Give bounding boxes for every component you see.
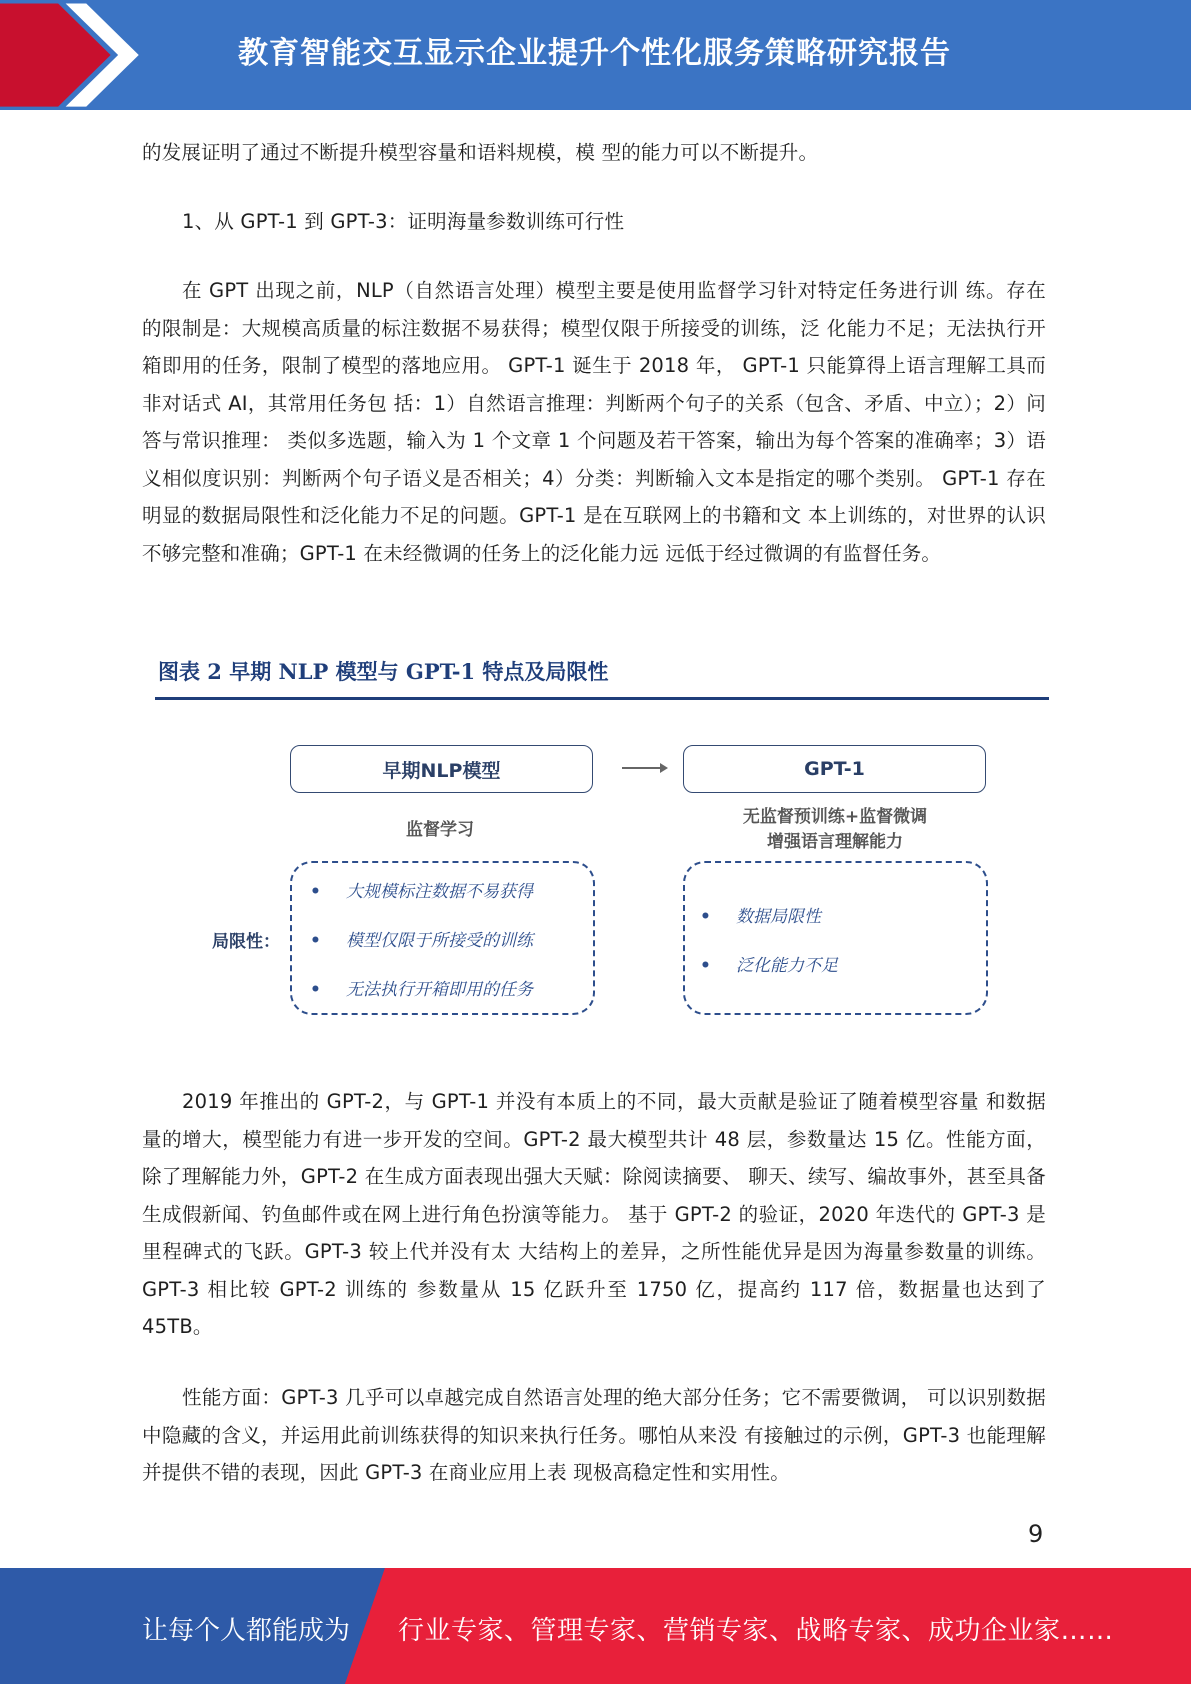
right-subtitle-1: 无监督预训练+监督微调 <box>742 807 928 827</box>
report-title: 教育智能交互显示企业提升个性化服务策略研究报告 <box>238 36 951 71</box>
right-arrow-icon <box>620 760 670 776</box>
figure-title-rule <box>155 697 1049 700</box>
section-heading: 1、从 GPT-1 到 GPT-3：证明海量参数训练可行性 <box>182 210 625 233</box>
left-bullet-2: • 模型仅限于所接受的训练 <box>310 931 533 951</box>
early-nlp-model-box: 早期NLP模型 <box>290 745 593 793</box>
footer-slogan-right: 行业专家、管理专家、营销专家、战略专家、成功企业家…… <box>398 1616 1114 1646</box>
right-limitations-box <box>683 861 988 1015</box>
page-header <box>0 0 1191 110</box>
page-number: 9 <box>1028 1520 1044 1548</box>
left-bullet-3: • 无法执行开箱即用的任务 <box>310 980 533 1000</box>
right-bullet-2: • 泛化能力不足 <box>700 956 838 976</box>
right-subtitle-2: 增强语言理解能力 <box>767 832 903 852</box>
page-footer <box>0 1568 1191 1684</box>
left-bullet-1: • 大规模标注数据不易获得 <box>310 882 533 902</box>
paragraph-gpt1: 在 GPT 出现之前，NLP（自然语言处理）模型主要是使用监督学习针对特定任务进行训 练。存在的限制是：大规模高质量的标注数据不易获得；模型仅限于所接受的训练，泛 化能力不足；无法执行开箱即用的任务，限制了模型的落地应用。 GPT-1 诞生于 2018 年， GPT-1 只能算得上语言理解工具而非对话式 AI，其常用任务包 括：1）自然语言推理：判断两个句子的关系（包含、矛盾、中立）；2）问答与常识推理： 类似多选题，输入为 1 个文章 1 个问题及若干答案，输出为每个答案的准确率；3）语义相似度识别：判断两个句子语义是否相关；4）分类：判断输入文本是指定的哪个类别。 GPT-1 存在明显的数据局限性和泛化能力不足的问题。GPT-1 是在互联网上的书籍和文 本上训练的，对世界的认识不够完整和准确；GPT-1 在未经微调的任务上的泛化能力远 远低于经过微调的有监督任务。 <box>142 279 1046 565</box>
paragraph-intro: 的发展证明了通过不断提升模型容量和语料规模，模 型的能力可以不断提升。 <box>142 141 819 164</box>
limitation-label: 局限性： <box>212 932 280 952</box>
right-bullet-1: • 数据局限性 <box>700 907 821 927</box>
header-arrow-decoration <box>0 0 150 110</box>
paragraph-performance: 性能方面：GPT-3 几乎可以卓越完成自然语言处理的绝大部分任务；它不需要微调， 可以识别数据中隐藏的含义，并运用此前训练获得的知识来执行任务。哪怕从来没 有接触过的示例，GPT-3 也能理解并提供不错的表现，因此 GPT-3 在商业应用上表 现极高稳定性和实用性。 <box>142 1386 1046 1484</box>
figure-title: 图表 2 早期 NLP 模型与 GPT-1 特点及局限性 <box>158 659 609 684</box>
left-subtitle: 监督学习 <box>406 820 474 840</box>
footer-slogan-left: 让每个人都能成为 <box>142 1616 351 1646</box>
paragraph-gpt2-gpt3: 2019 年推出的 GPT-2，与 GPT-1 并没有本质上的不同，最大贡献是验证了随着模型容量 和数据量的增大，模型能力有进一步开发的空间。GPT-2 最大模型共计 48 层，参数量达 15 亿。性能方面，除了理解能力外，GPT-2 在生成方面表现出强大天赋：除阅读摘要、 聊天、续写、编故事外，甚至具备生成假新闻、钓鱼邮件或在网上进行角色扮演等能力。 基于 GPT-2 的验证，2020 年迭代的 GPT-3 是里程碑式的飞跃。GPT-3 较上代并没有太 大结构上的差异，之所性能优异是因为海量参数量的训练。GPT-3 相比较 GPT-2 训练的 参数量从 15 亿跃升至 1750 亿，提高约 117 倍，数据量也达到了 45TB。 <box>142 1090 1046 1338</box>
gpt1-box: GPT-1 <box>683 745 986 793</box>
